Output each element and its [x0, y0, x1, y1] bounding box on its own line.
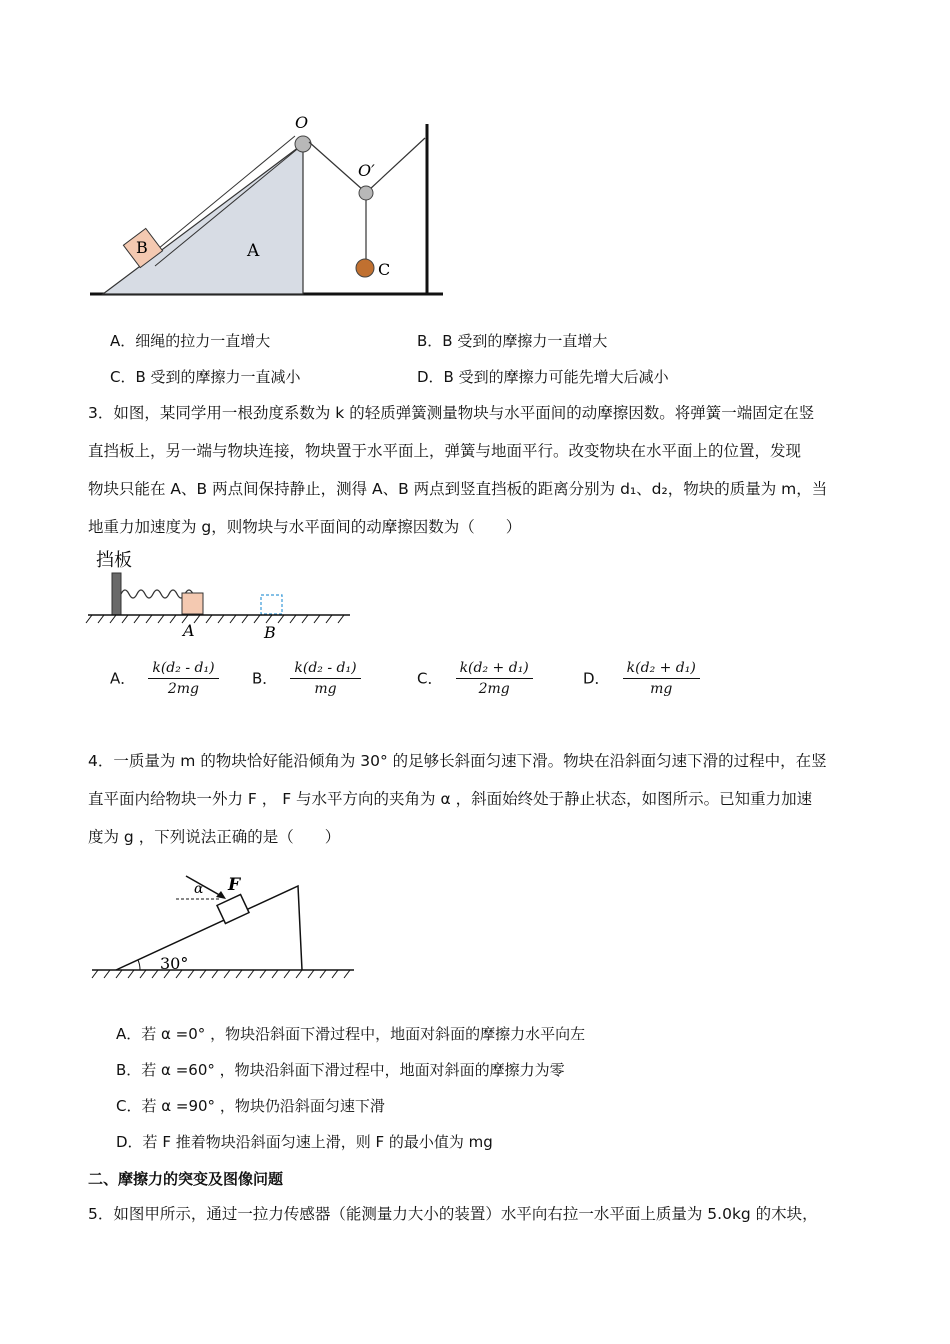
q3-line-1: 3．如图，某同学用一根劲度系数为 k 的轻质弹簧测量物块与水平面间的动摩擦因数。将弹簧一端固定在竖	[88, 404, 815, 422]
point-a-label: A	[183, 621, 195, 640]
block-a	[182, 593, 203, 614]
force-label: F	[228, 875, 241, 895]
q4-option-d: D．若 F 推着物块沿斜面匀速上滑，则 F 的最小值为 mg	[116, 1133, 493, 1151]
q3-option-a: A． $\frac{\text{k(d₂ - d₁)}}{2mg}$	[110, 660, 219, 697]
label-c: C	[378, 260, 391, 279]
q4-option-a: A．若 α =0° ，物块沿斜面下滑过程中，地面对斜面的摩擦力水平向左	[116, 1025, 586, 1043]
incline-a	[103, 144, 303, 294]
q3-line-3: 物块只能在 A、B 两点间保持静止，测得 A、B 两点到竖直挡板的距离分别为 d₁、d₂，物块的质量为 m，当	[88, 480, 828, 498]
q5-line-1: 5．如图甲所示，通过一拉力传感器（能测量力大小的装置）水平向右拉一水平面上质量为 5.0kg 的木块，	[88, 1205, 818, 1223]
q4-line-1: 4．一质量为 m 的物块恰好能沿倾角为 30° 的足够长斜面匀速下滑。物块在沿斜面匀速下滑的过程中，在竖	[88, 752, 827, 770]
label-o-prime: O′	[358, 161, 375, 180]
figure-q3	[84, 546, 354, 642]
q4-option-c: C．若 α =90° ，物块仍沿斜面匀速下滑	[116, 1097, 385, 1115]
q3-option-b: B． $\frac{\text{k(d₂ - d₁)}}{mg}$	[252, 660, 361, 697]
wall-plate	[112, 573, 121, 615]
q4-line-2: 直平面内给物块一外力 F ， F 与水平方向的夹角为 α ，斜面始终处于静止状态，如图所示。已知重力加速	[88, 790, 813, 808]
label-b: B	[136, 238, 148, 257]
wall-label: 挡板	[96, 550, 132, 571]
section-title: 二、摩擦力的突变及图像问题	[88, 1170, 284, 1188]
alpha-label: α	[194, 881, 204, 897]
figure-q2	[85, 108, 455, 304]
q3-line-4: 地重力加速度为 g，则物块与水平面间的动摩擦因数为（ ）	[88, 518, 522, 536]
q3-option-d: D． $\frac{\text{k(d₂ + d₁)}}{mg}$	[583, 660, 700, 697]
label-o: O	[295, 113, 309, 132]
figure-q4	[88, 866, 358, 984]
angle-label: 30°	[160, 954, 189, 973]
q4-option-b: B．若 α =60° ，物块沿斜面下滑过程中，地面对斜面的摩擦力为零	[116, 1061, 565, 1079]
q2-option-b: B．B 受到的摩擦力一直增大	[417, 332, 608, 350]
block-b-dashed	[261, 595, 282, 614]
label-a: A	[247, 241, 260, 261]
q3-line-2: 直挡板上，另一端与物块连接，物块置于水平面上，弹簧与地面平行。改变物块在水平面上的位置，发现	[88, 442, 802, 460]
q4-line-3: 度为 g ，下列说法正确的是（ ）	[88, 828, 341, 846]
q3-option-c: C． $\frac{\text{k(d₂ + d₁)}}{2mg}$	[417, 660, 533, 697]
q2-option-d: D．B 受到的摩擦力可能先增大后减小	[417, 368, 669, 386]
q2-option-a: A．细绳的拉力一直增大	[110, 332, 271, 350]
q2-option-c: C．B 受到的摩擦力一直减小	[110, 368, 301, 386]
point-b-label: B	[264, 623, 276, 642]
